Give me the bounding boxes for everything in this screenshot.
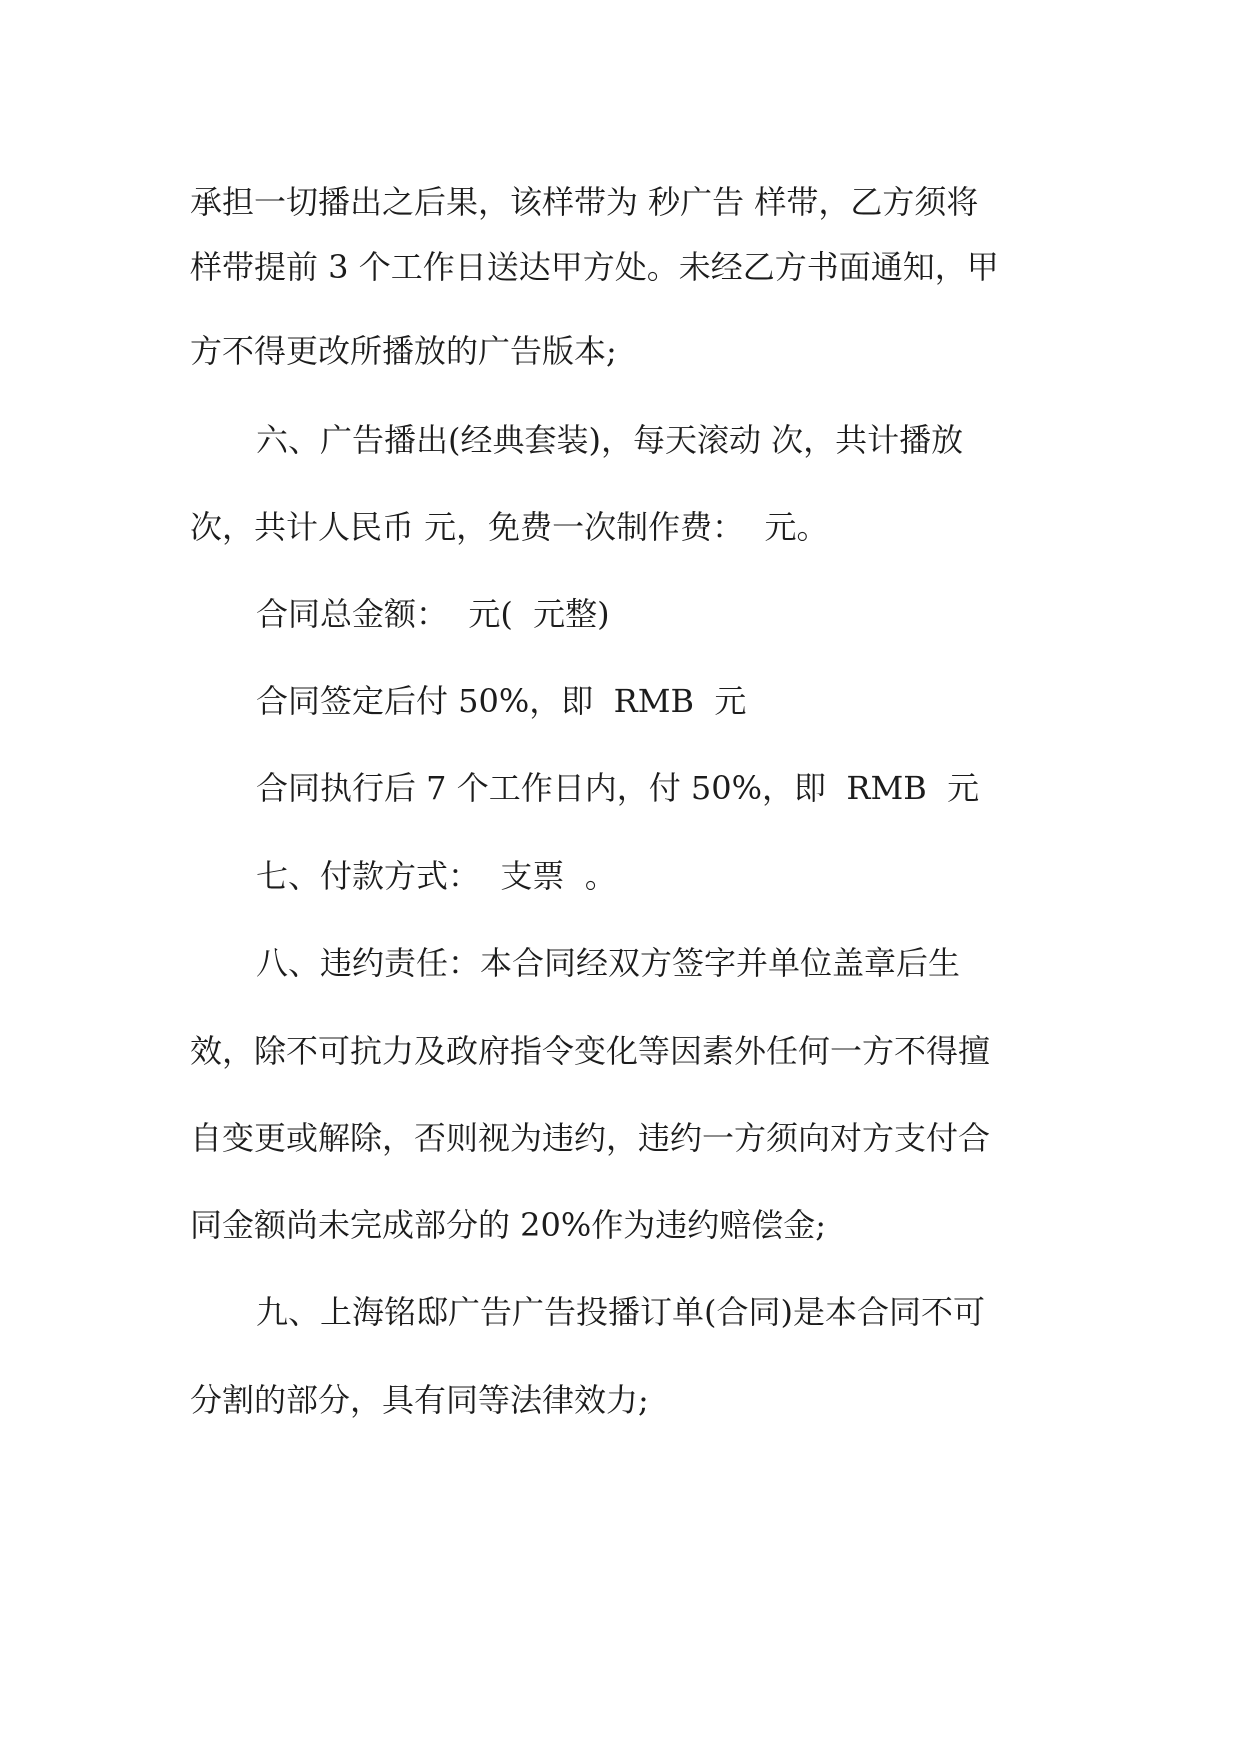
text-line: 承担一切播出之后果，该样带为 秒广告 样带，乙方须将 bbox=[190, 183, 979, 221]
first-payment-line: 合同签定后付 50%，即 RMB 元 bbox=[256, 682, 747, 720]
paragraph-6-line: 六、广告播出(经典套装)，每天滚动 次，共计播放 bbox=[256, 421, 964, 459]
text-line: 分割的部分，具有同等法律效力; bbox=[190, 1381, 649, 1419]
text-line: 方不得更改所播放的广告版本; bbox=[190, 332, 617, 370]
text-line: 效，除不可抗力及政府指令变化等因素外任何一方不得擅 bbox=[190, 1032, 991, 1070]
paragraph-9-line: 九、上海铭邸广告广告投播订单(合同)是本合同不可 bbox=[256, 1293, 985, 1331]
paragraph-8-line: 八、违约责任：本合同经双方签字并单位盖章后生 bbox=[256, 944, 961, 982]
contract-total-line: 合同总金额： 元( 元整) bbox=[256, 595, 610, 633]
text-line: 自变更或解除，否则视为违约，违约一方须向对方支付合 bbox=[190, 1119, 991, 1157]
text-line: 同金额尚未完成部分的 20%作为违约赔偿金; bbox=[190, 1206, 827, 1244]
payment-method-line: 七、付款方式： 支票 。 bbox=[256, 857, 617, 895]
second-payment-line: 合同执行后 7 个工作日内，付 50%，即 RMB 元 bbox=[256, 769, 980, 807]
text-line: 次，共计人民币 元，免费一次制作费： 元。 bbox=[190, 508, 829, 546]
text-line: 样带提前 3 个工作日送达甲方处。未经乙方书面通知，甲 bbox=[190, 248, 999, 286]
